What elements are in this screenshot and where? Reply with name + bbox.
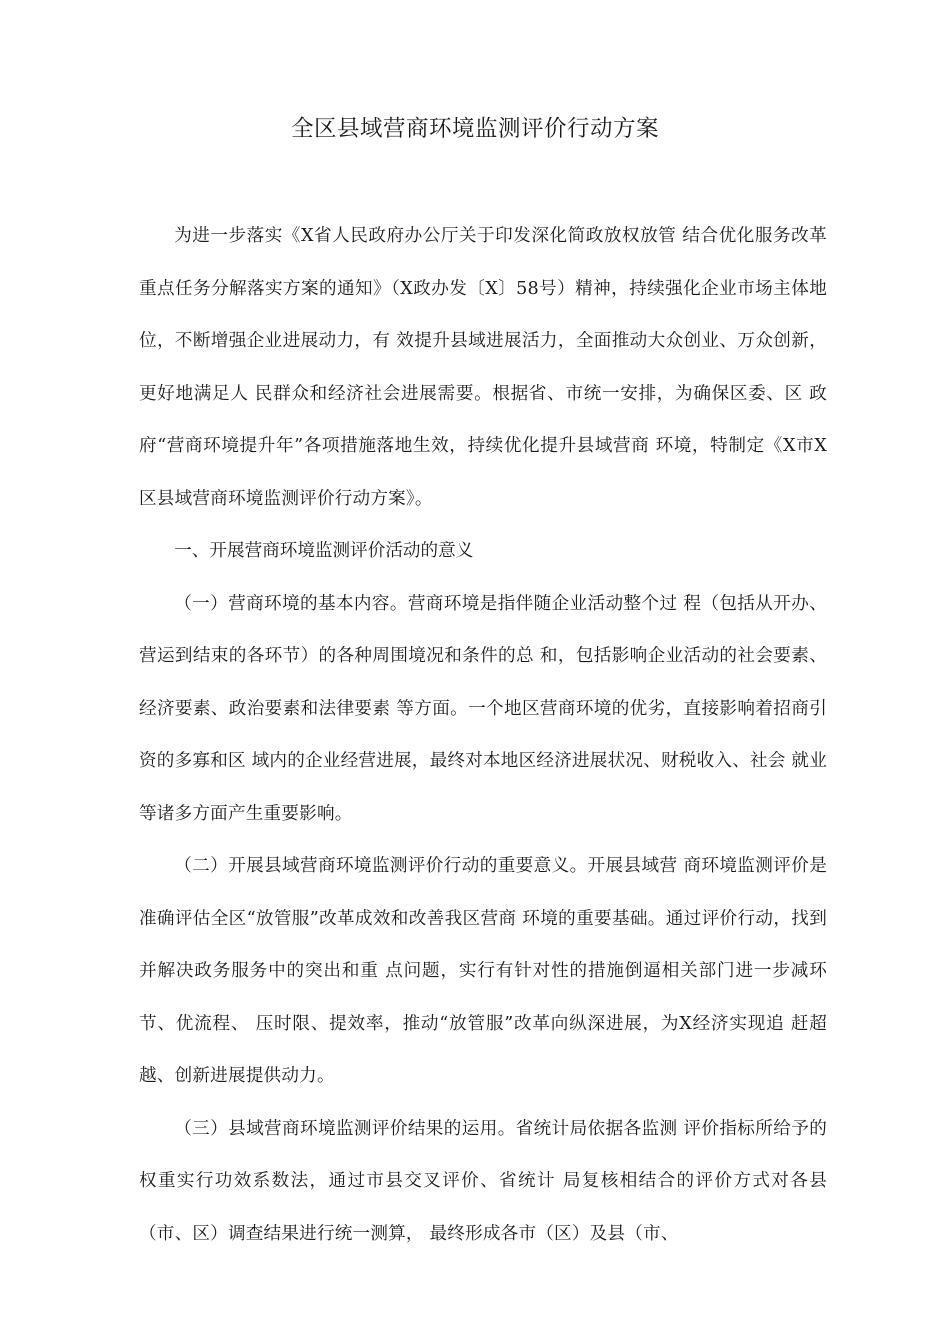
intro-paragraph: 为进一步落实《X省人民政府办公厅关于印发深化简政放权放管 结合优化服务改革重点任务分解落实方案的通知》（X政办发〔X〕58号）精神，持续强化企业市场主体地位，不断增强企业进展动力，有 效提升县域进展活力，全面推动大众创业、万众创新，更好地满足人 民群众和经济社会进展需要。根据省、市统一安排，为确保区委、区 政府“营商环境提升年”各项措施落地生效，持续优化提升县域营商 环境，特制定《X市X区县域营商环境监测评价行动方案》。 [139,226,827,509]
document-body [139,210,827,1260]
paragraph-significance: （二）开展县域营商环境监测评价行动的重要意义。开展县域营 商环境监测评价是准确评估全区“放管服”改革成效和改善我区营商 环境的重要基础。通过评价行动，找到并解决政务服务中的突出和重 点问题，实行有针对性的措施倒逼相关部门进一步减环节、优流程、 压时限、提效率，推动“放管服”改革向纵深进展，为X经济实现追 赶超越、创新进展提供动力。 [139,856,827,1086]
paragraph-result-usage: （三）县域营商环境监测评价结果的运用。省统计局依据各监测 评价指标所给予的权重实行功效系数法，通过市县交叉评价、省统计 局复核相结合的评价方式对各县（市、区）调查结果进行统一测算， 最终形成各市（区）及县（市、 [139,1118,827,1244]
section-heading-1: 一、开展营商环境监测评价活动的意义 [174,541,474,561]
document-title: 全区县域营商环境监测评价行动方案 [290,116,659,142]
paragraph-basic-content: （一）营商环境的基本内容。营商环境是指伴随企业活动整个过 程（包括从开办、营运到结束的各环节）的各种周围境况和条件的总 和，包括影响企业活动的社会要素、经济要素、政治要素和法律要素 等方面。一个地区营商环境的优劣，直接影响着招商引资的多寡和区 域内的企业经营进展，最终对本地区经济进展状况、财税收入、社会 就业等诸多方面产生重要影响。 [139,593,827,824]
